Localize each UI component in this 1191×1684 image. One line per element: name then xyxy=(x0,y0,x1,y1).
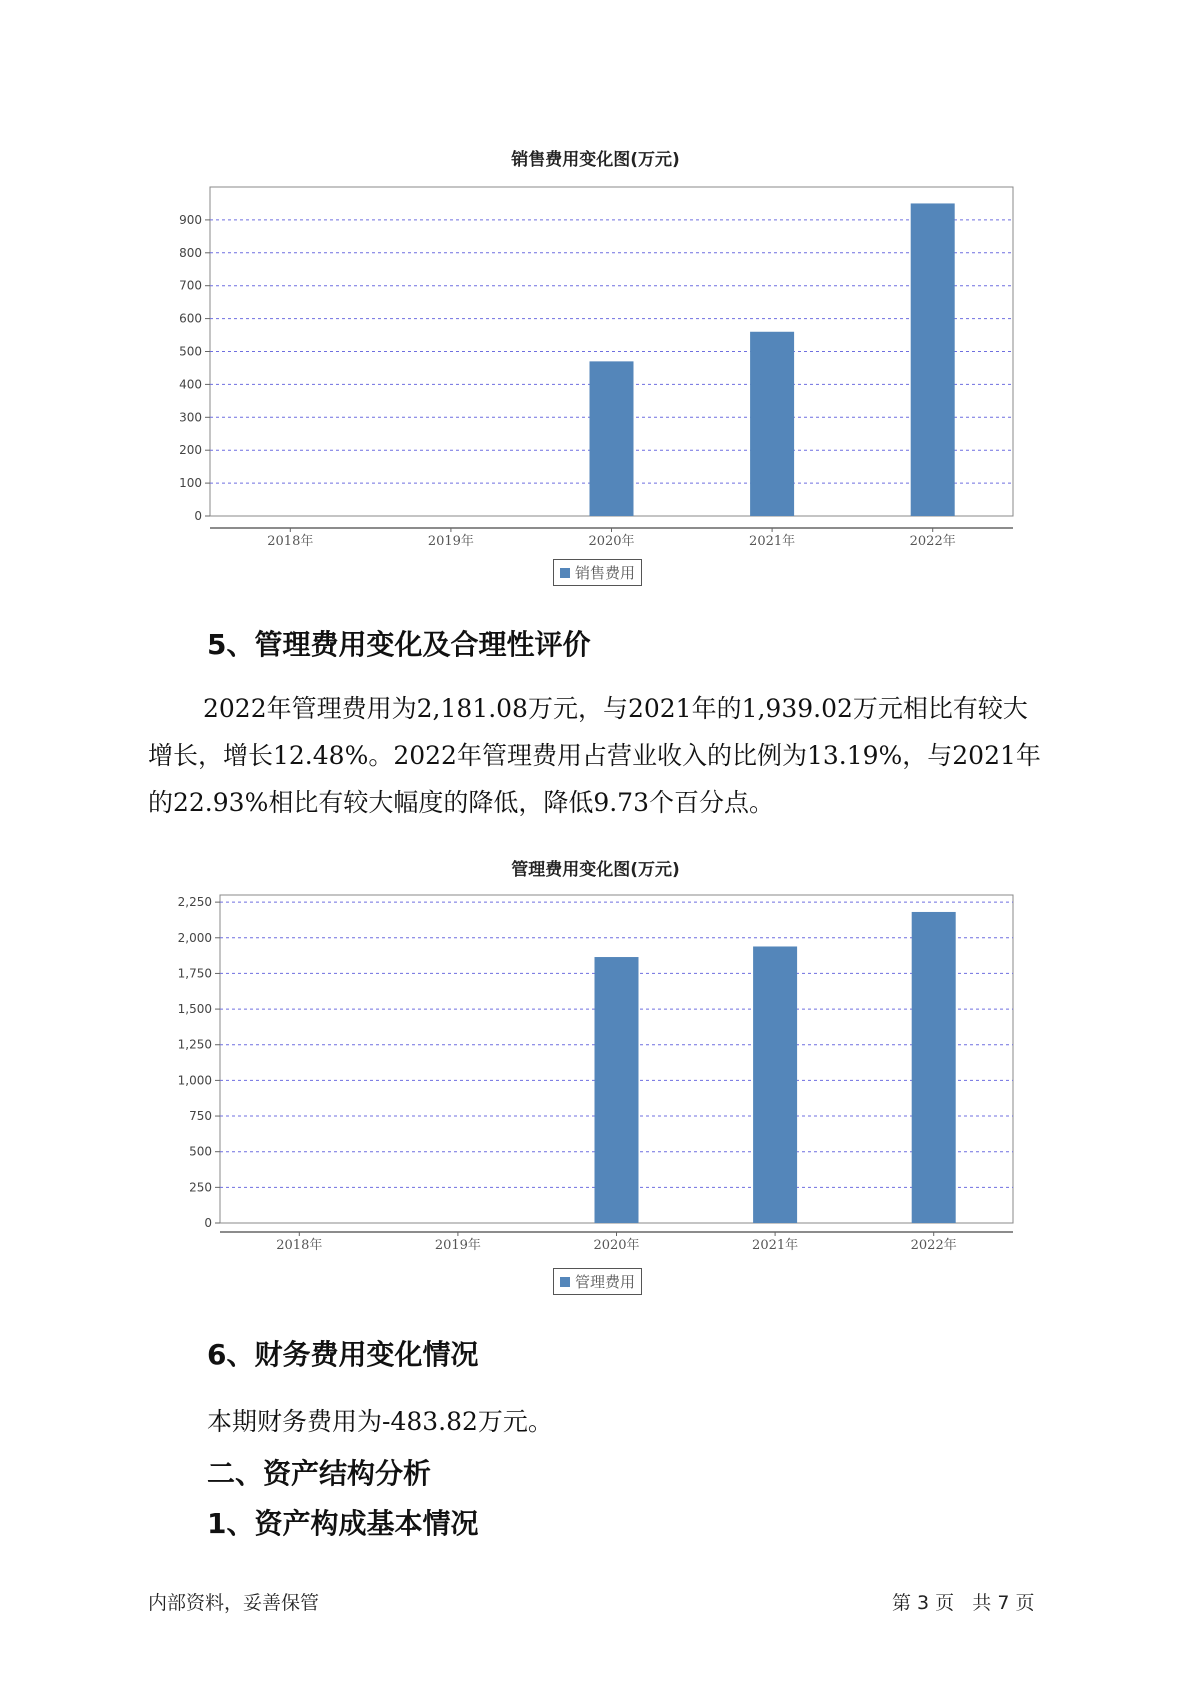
sales-y-tick-label: 500 xyxy=(179,344,202,359)
sales-y-tick-label: 400 xyxy=(179,377,202,392)
admin-y-tick-label: 500 xyxy=(189,1144,212,1159)
admin-y-tick-label: 750 xyxy=(189,1109,212,1124)
sales-y-tick-label: 100 xyxy=(179,476,202,491)
admin-y-tick-label: 1,750 xyxy=(177,966,212,981)
admin-y-tick-label: 2,000 xyxy=(177,930,212,945)
admin-x-tick-label: 2019年 xyxy=(434,1238,481,1253)
sales-x-tick-label: 2021年 xyxy=(749,534,796,549)
sales-legend-label: 销售费用 xyxy=(575,564,636,582)
footer-page-number: 第 3 页 共 7 页 xyxy=(892,1592,1035,1614)
section6-text: 本期财务费用为-483.82万元。 xyxy=(207,1407,553,1436)
sales-y-tick-label: 300 xyxy=(179,410,202,425)
sales-y-tick-label: 800 xyxy=(179,245,202,260)
admin-chart-legend xyxy=(553,1268,642,1295)
sales-bar-2020年 xyxy=(590,361,634,516)
admin-y-tick-label: 250 xyxy=(189,1180,212,1195)
legend-swatch xyxy=(560,1277,570,1287)
sales-y-tick-label: 0 xyxy=(194,509,202,523)
admin-x-tick-label: 2018年 xyxy=(276,1238,323,1253)
admin-y-tick-label: 1,000 xyxy=(177,1073,212,1088)
sales-chart-legend xyxy=(553,559,642,586)
admin-bar-2022年 xyxy=(912,912,956,1223)
admin-expense-chart xyxy=(0,870,1191,1253)
footer-confidential: 内部资料，妥善保管 xyxy=(148,1592,320,1614)
sales-y-tick-label: 200 xyxy=(179,443,202,458)
sales-y-tick-label: 600 xyxy=(179,311,202,326)
admin-legend-label: 管理费用 xyxy=(575,1273,636,1291)
sales-y-tick-label: 900 xyxy=(179,212,202,227)
admin-y-tick-label: 2,250 xyxy=(177,895,212,910)
sales-chart-title: 销售费用变化图(万元) xyxy=(511,150,680,170)
sales-y-tick-label: 700 xyxy=(179,278,202,293)
sales-x-tick-label: 2022年 xyxy=(909,534,956,549)
admin-y-tick-label: 1,250 xyxy=(177,1037,212,1052)
admin-bar-2021年 xyxy=(753,946,797,1223)
admin-y-tick-label: 0 xyxy=(204,1216,212,1230)
sales-x-tick-label: 2019年 xyxy=(427,534,474,549)
admin-x-tick-label: 2020年 xyxy=(593,1238,640,1253)
legend-swatch xyxy=(560,568,570,578)
admin-bar-2020年 xyxy=(595,957,639,1223)
asset-structure-heading: 1、资产构成基本情况 xyxy=(207,1507,479,1540)
sales-bar-2022年 xyxy=(911,203,955,516)
section6-heading: 6、财务费用变化情况 xyxy=(207,1338,479,1371)
sales-x-tick-label: 2018年 xyxy=(267,534,314,549)
part2-heading: 二、资产结构分析 xyxy=(207,1457,432,1490)
admin-y-tick-label: 1,500 xyxy=(177,1002,212,1017)
sales-x-tick-label: 2020年 xyxy=(588,534,635,549)
section5-paragraph xyxy=(148,685,1048,826)
section5-text: 2022年管理费用为2,181.08万元，与2021年的1,939.02万元相比有较大增长，增长12.48%。2022年管理费用占营业收入的比例为13.19%，与2021年的22.93%相比有较大幅度的降低，降低9.73个百分点。 xyxy=(148,694,1041,817)
section5-heading: 5、管理费用变化及合理性评价 xyxy=(207,628,591,661)
admin-chart-title: 管理费用变化图(万元) xyxy=(511,860,680,880)
sales-bar-2021年 xyxy=(750,332,794,516)
admin-x-tick-label: 2021年 xyxy=(752,1238,799,1253)
admin-x-tick-label: 2022年 xyxy=(910,1238,957,1253)
sales-expense-chart xyxy=(0,160,1191,549)
